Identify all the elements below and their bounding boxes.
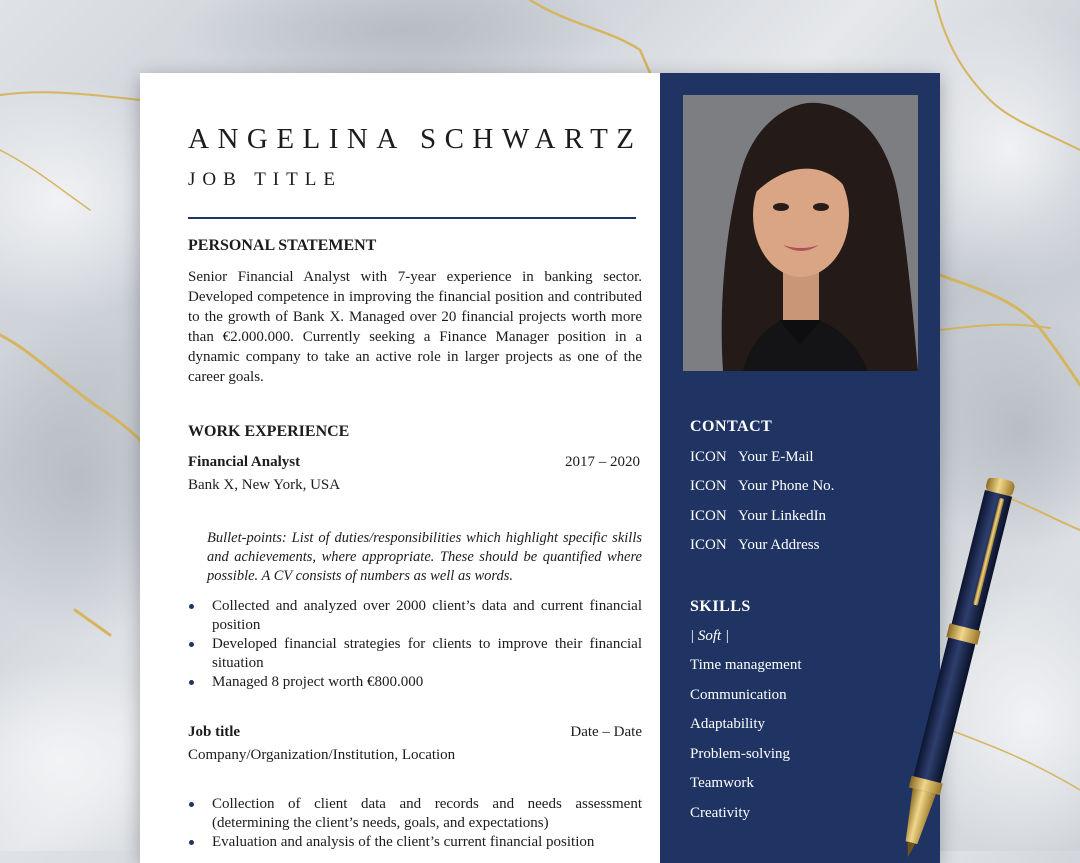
portrait-illustration (683, 95, 918, 371)
contact-item-phone: ICON Your Phone No. (690, 478, 835, 494)
candidate-job-title: JOB TITLE (188, 169, 342, 190)
contact-item-linkedin: ICON Your LinkedIn (690, 508, 827, 524)
job-role: Financial Analyst (188, 454, 301, 470)
bullet-icon (189, 604, 194, 609)
skill-item: Communication (690, 687, 787, 703)
contact-heading: CONTACT (690, 418, 773, 435)
phone-icon: ICON (690, 478, 727, 494)
header-divider (188, 217, 636, 219)
personal-statement-text: Senior Financial Analyst with 7-year experience in banking sector. Developed competence in improving the financial position and contributed to the growth of Bank X. Managed over 20 financial projects worth more than €2.000.000. Currently seeking a Finance Manager position in a dynamic company to take an active role in larger projects as one of the career goals. (188, 269, 642, 385)
list-item: Collection of client data and records and needs assessment (determining the client’s needs, goals, and expectations) (188, 795, 642, 833)
bullet-icon (189, 642, 194, 647)
list-item: Collected and analyzed over 2000 client’s data and current financial position (188, 597, 642, 635)
job-role: Job title (188, 724, 241, 740)
candidate-name: ANGELINA SCHWARTZ (188, 123, 643, 155)
bullet-icon (189, 680, 194, 685)
skills-heading: SKILLS (690, 598, 751, 615)
job-dates: Date – Date (570, 724, 642, 740)
job-place: Company/Organization/Institution, Location (188, 747, 456, 763)
pen-illustration (895, 478, 1015, 858)
resume-page (140, 73, 940, 863)
contact-item-address: ICON Your Address (690, 537, 820, 553)
address-icon: ICON (690, 537, 727, 553)
skill-item: Creativity (690, 805, 750, 821)
skill-item: Adaptability (690, 716, 765, 732)
list-item: Evaluation and analysis of the client’s current financial position (188, 833, 642, 852)
personal-statement-heading: PERSONAL STATEMENT (188, 237, 377, 254)
bullet-icon (189, 802, 194, 807)
resume-main-column (140, 73, 660, 863)
work-experience-heading: WORK EXPERIENCE (188, 423, 350, 440)
job-bullet-list (188, 795, 642, 852)
job-note: Bullet-points: List of duties/responsibilities which highlight specific skills and achievements, where appropriate. These should be quantified where possible. A CV consists of numbers as well as words. (207, 530, 642, 584)
skill-item: Problem-solving (690, 746, 790, 762)
job-dates: 2017 – 2020 (565, 454, 640, 470)
linkedin-icon: ICON (690, 508, 727, 524)
contact-item-email: ICON Your E-Mail (690, 449, 814, 465)
skill-item: Time management (690, 657, 802, 673)
list-item: Developed financial strategies for clients to improve their financial situation (188, 635, 642, 673)
bullet-icon (189, 840, 194, 845)
skill-item: Teamwork (690, 775, 754, 791)
job-bullet-list (188, 597, 642, 692)
job-place: Bank X, New York, USA (188, 477, 341, 493)
profile-photo (683, 95, 918, 371)
email-icon: ICON (690, 449, 727, 465)
skills-group-label: | Soft | (690, 628, 730, 644)
list-item: Managed 8 project worth €800.000 (188, 673, 642, 692)
